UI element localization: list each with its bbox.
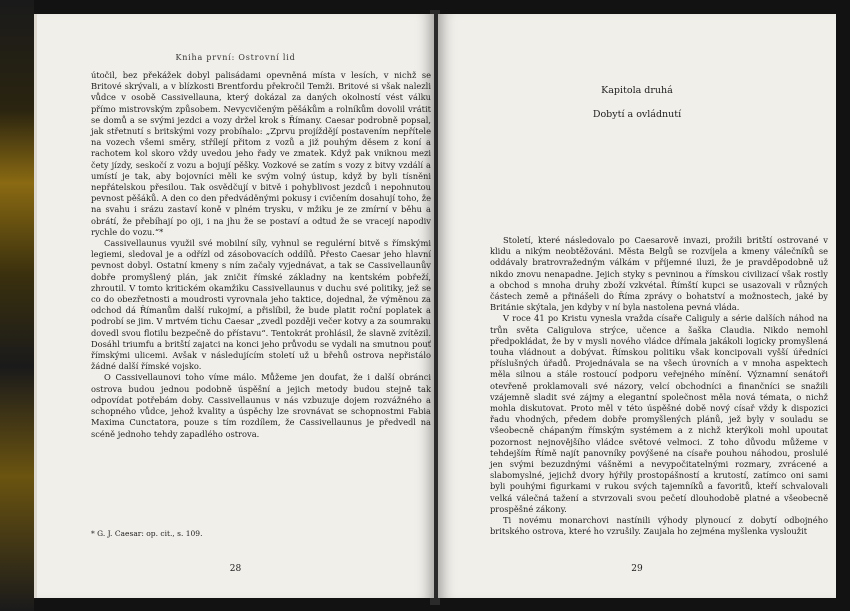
page-number-right: 29 <box>631 564 643 574</box>
right-page <box>438 14 836 598</box>
left-page <box>34 14 434 598</box>
chapter-title: Dobytí a ovládnutí <box>592 109 682 120</box>
paragraph: Století, které následovalo po Caesarově invazi, prožili britští ostrované v klidu a nikým neobtěžováni. Města Belgů se rozvíjela a kmeny válečníků se oddávaly bratrovražedným válkám v příjemné iluzi, že je pravděpodobně už nikdo znovu nenapadne. Jejich styky s pevninou a římskou civilizací však rostly a obchod s mnoha druhy zboží vzkvétal. Římští kupci se usazovali v různých částech země a přinášeli do Říma zprávy o bohatství a možnostech, jaké by Británie skýtala, jen kdyby v ní byla nastolena pevná vláda. <box>490 235 828 313</box>
paragraph: Cassivellaunus využil své mobilní síly, vyhnul se regulérní bitvě s římskými legiemi, sledoval je a odřízl od zásobovacích oddílů. Přesto Caesar jeho hlavní pevnost dobyl. Ostatní kmeny s ním začaly vyjednávat, a tak se Cassivellaunův dobře promyšlený plán, jak zničit římské základny na kentském pobřeží, zhroutil. V tomto kritickém okamžiku Cassivellaunus v duchu své politiky, jež se co do obezřetnosti a moudrosti vyrovnala jeho taktice, dojednal, že výměnou za odchod dá Římanům další rukojmí, a přislíbil, že bude platit roční poplatek a podrobí se jim. V mrtvém tichu Caesar „zvedl později večer kotvy a za soumraku dovedl svou flotilu bezpečně do přístavu“. Tentokrát prohlásil, že slavně zvítězil. Dosáhl triumfu a britští zajatci na konci jeho průvodu se vydali na smutnou pouť římskými ulicemi. Avšak v následujícím století už u břehů ostrova nepřistálo žádné další římské vojsko. <box>91 238 431 372</box>
paragraph: Ti novému monarchovi nastínili výhody plynoucí z dobytí odbojného britského ostrova, které ho vzrušily. Zaujala ho zejména myšlenka vysloužit <box>490 515 828 537</box>
running-head: Kniha první: Ostrovní lid <box>175 53 296 62</box>
chapter-label: Kapitola druhá <box>601 85 673 96</box>
right-body-text <box>490 235 828 537</box>
paragraph: útočil, bez překážek dobyl palisádami opevněná místa v lesích, v nichž se Britové skrývali, a v blízkosti Brentfordu překročil Temži. Britové si však nalezli vůdce v osobě Cassivellauna, který dokázal za daných okolností vést válku přímo mistrovským způsobem. Nevycvičeným pěšákům a rolníkům dovolil vrátit se domů a se svými jezdci a vozy držel krok s Římany. Caesar podrobně popsal, jak střetnutí s britskými vozy probíhalo: „Zprvu projíždějí postavením nepřítele na vozech všemi směry, střílejí přitom z vozů a již pouhým děsem z koní a rachotem kol skoro vždy uvedou jeho řady ve zmatek. Když pak vniknou mezi čety jízdy, seskočí z vozu a bojují pěšky. Vozkové se zatím s vozy z bitvy vzdálí a umístí je tak, aby bojovníci měli ke svým volný ústup, když by byli tísněni nepřátelskou přesilou. Tak osvědčují v bitvě i pohyblivost jezdců i nepohnutou pevnost pěšáků. A den co den předváděnými pokusy i cvičením dosahují toho, že na svahu i srázu zastaví koně v plném trysku, v mžiku je ze zmírní v běhu a obrátí, že přebíhají po oji, i na jhu že se postaví a odtud že se vracejí napodiv rychle do vozu.“* <box>91 70 431 237</box>
background-book-edge <box>0 0 34 611</box>
paragraph: O Cassivellaunovi toho víme málo. Můžeme jen doufat, že i další obránci ostrova budou jednou podobně úspěšní a jejich metody budou stejně tak odpovídat potřebám doby. Cassivellaunus v nás vzbuzuje dojem rozvážného a schopného vůdce, jehož kvality a úspěchy lze srovnávat se schopnostmi Fabia Maxima Cunctatora, pouze s tím rozdílem, že Cassivellaunus je předvedl na scéně jednoho tehdy zapadlého ostrova. <box>91 372 431 439</box>
paragraph: V roce 41 po Kristu vynesla vražda císaře Caliguly a série dalších náhod na trůn světa Caligulova strýce, učence a šaška Claudia. Nikdo nemohl předpokládat, že by v mysli nového vládce dřímala jakákoli logicky promyšlená touha vládnout a dobývat. Římskou politiku však koncipovali vyšší úředníci příslušných úřadů. Projednávala se na všech úrovních a v mnoha aspektech měla silnou a stále rostoucí podporu veřejného mínění. Významní senátoři otevřeně proklamovali své názory, velcí obchodníci a finančníci se snažili vzájemně sladit své zájmy a elegantní společnost měla nová témata, o nichž mohla diskutovat. Proto měl v této úspěšné době nový císař vždy k dispozici řadu vhodných, předem dobře promyšlených plánů, jež byly v souladu se všeobecně chápaným římským systémem a z nichž kterýkoli mohl upoutat pozornost nejnovějšího vládce světové velmoci. Z toho důvodu můžeme v tehdejším Římě najít panovníky povýšené na císaře pouhou náhodou, proslulé jen svými bezuzdnými vášněmi a nevypočitatelnými rozmary, zvrácené a slabomyslné, jejichž dvory hýřily prostopášností a krutostí, zatímco oni sami byli pouhými figurkami v rukou svých tajemníků a favoritů, kteří schvalovali velká válečná tažení a stvrzovali svou pečetí dlouhodobě platné a všeobecně prospěšné zákony. <box>490 313 828 514</box>
left-body-text <box>91 70 431 440</box>
footnote: * G. J. Caesar: op. cit., s. 109. <box>91 529 203 538</box>
page-number-left: 28 <box>229 564 242 574</box>
